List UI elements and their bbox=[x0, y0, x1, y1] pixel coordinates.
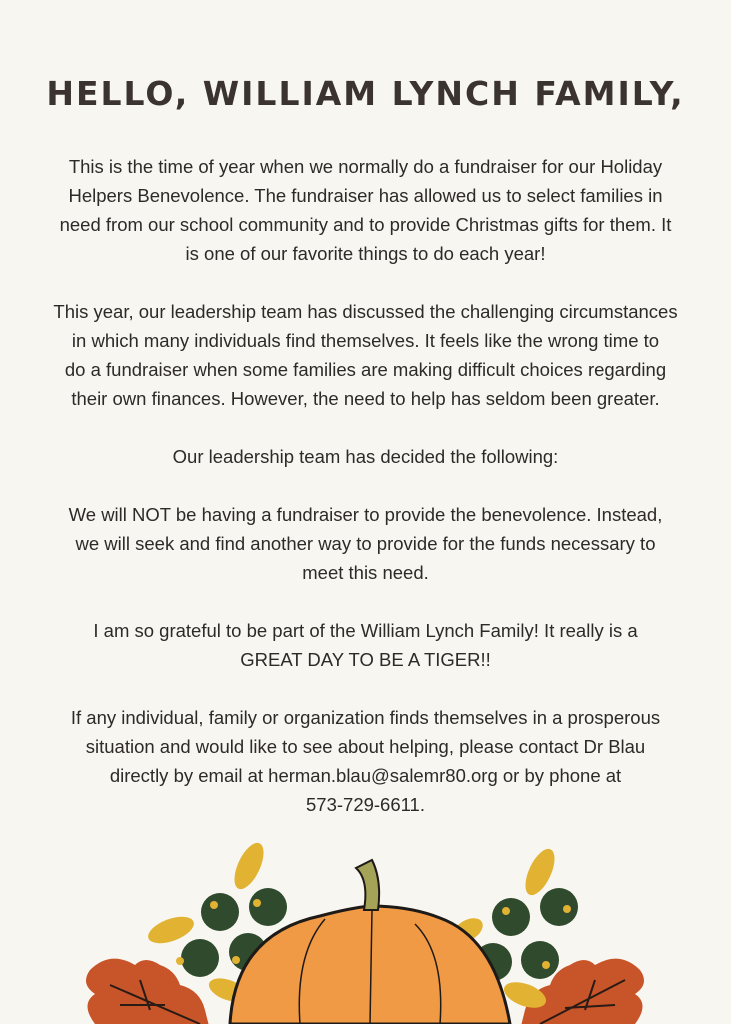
paragraph-circumstances bbox=[0, 297, 731, 413]
text-line: This is the time of year when we normally do a fundraiser for our Holiday bbox=[68, 156, 663, 177]
text-line: If any individual, family or organization finds themselves in a prosperous bbox=[70, 707, 661, 728]
text-line: need from our school community and to provide Christmas gifts for them. It bbox=[59, 214, 672, 235]
text-line: situation and would like to see about helping, please contact Dr Blau bbox=[85, 736, 646, 757]
text-line: GREAT DAY TO BE A TIGER!! bbox=[240, 649, 491, 670]
text-line: we will seek and find another way to provide for the funds necessary to bbox=[75, 533, 656, 554]
leaf-icon bbox=[228, 839, 269, 894]
text-line: their own finances. However, the need to help has seldom been greater. bbox=[71, 388, 660, 409]
paragraph-grateful bbox=[0, 616, 731, 674]
paragraph-decision-intro bbox=[0, 442, 731, 471]
paragraph-contact bbox=[0, 703, 731, 819]
text-line: do a fundraiser when some families are making difficult choices regarding bbox=[64, 359, 667, 380]
text-line: directly by email at herman.blau@salemr80.org or by phone at bbox=[109, 765, 622, 786]
text-line: is one of our favorite things to do each year! bbox=[185, 243, 546, 264]
paragraph-decision bbox=[0, 500, 731, 587]
text-line: We will NOT be having a fundraiser to provide the benevolence. Instead, bbox=[68, 504, 663, 525]
paragraph-intro bbox=[0, 152, 731, 268]
text-line: Helpers Benevolence. The fundraiser has allowed us to select families in bbox=[68, 185, 663, 206]
letter-body bbox=[0, 152, 731, 848]
text-line: in which many individuals find themselves. It feels like the wrong time to bbox=[71, 330, 660, 351]
text-line: Our leadership team has decided the following: bbox=[172, 446, 559, 467]
text-line: This year, our leadership team has discussed the challenging circumstances bbox=[53, 301, 678, 322]
text-line: 573-729-6611. bbox=[306, 794, 425, 815]
autumn-pumpkin-illustration bbox=[0, 830, 731, 1024]
pumpkin-stem-icon bbox=[356, 860, 379, 910]
text-line: meet this need. bbox=[302, 562, 429, 583]
greeting-heading: HELLO, WILLIAM LYNCH FAMILY, bbox=[46, 74, 685, 113]
text-line: I am so grateful to be part of the William Lynch Family! It really is a bbox=[93, 620, 638, 641]
